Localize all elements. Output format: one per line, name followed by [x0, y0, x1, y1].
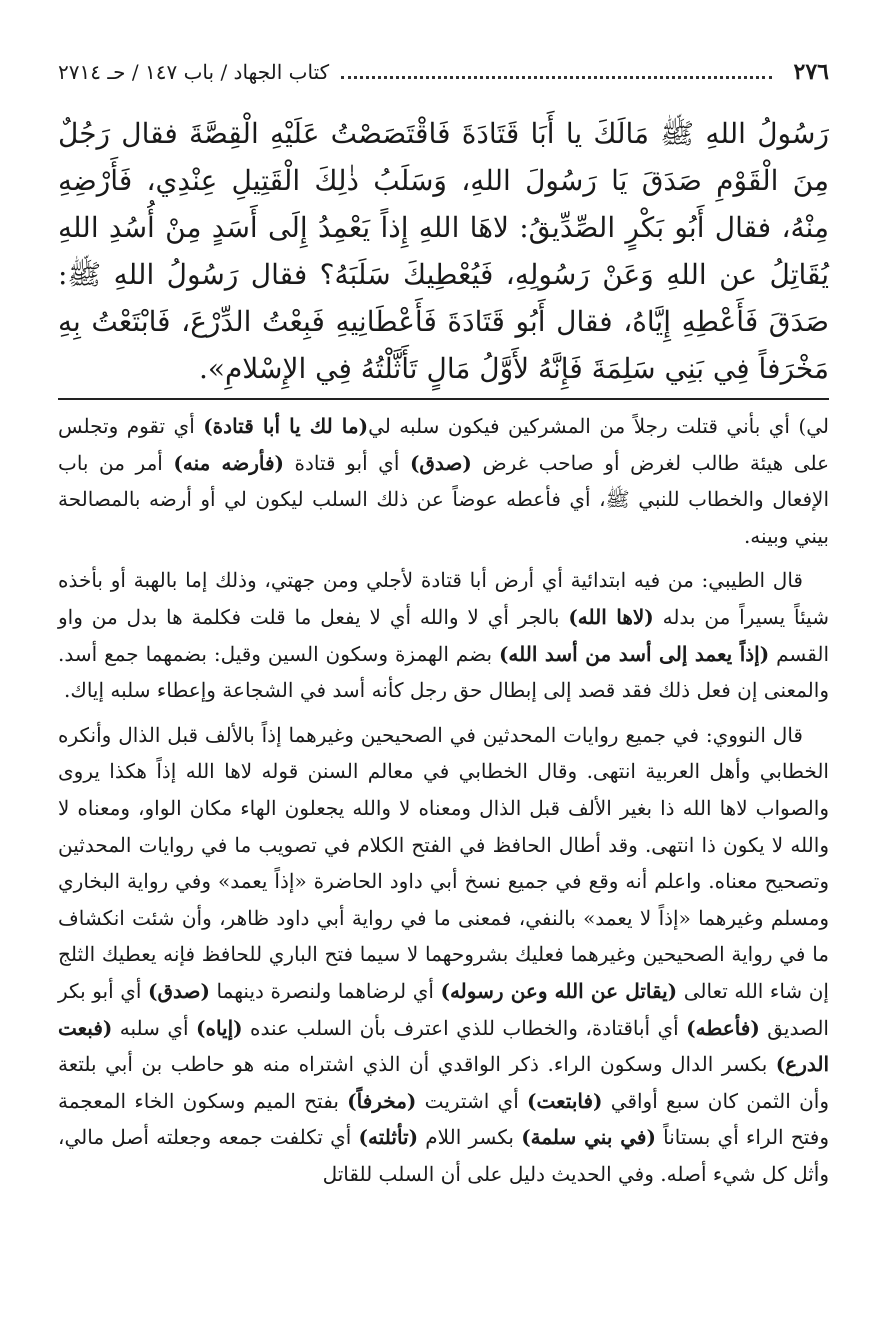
commentary-run: أي تكلفت جمعه وجعلته أصل مالي، وأثل كل شيء أصله. وفي الحديث دليل على أن السلب للقاتل — [58, 1125, 829, 1186]
commentary-paragraph-3 — [58, 717, 829, 1193]
quoted-term: (صدق) — [409, 450, 472, 475]
commentary-run: بكسر الدال وسكون الراء. ذكر الواقدي أن الذي اشتراه منه هو حاطب بن أبي بلتعة وأن الثمن كان سبع أواقي — [58, 1052, 829, 1113]
hadith-text — [58, 110, 829, 392]
commentary-run: أي سلبه — [112, 1015, 196, 1040]
quoted-term: (إياه) — [196, 1015, 243, 1040]
quoted-term: (تأثلته) — [358, 1125, 419, 1150]
commentary — [58, 408, 829, 1200]
commentary-run: بكسر اللام — [418, 1125, 522, 1150]
quoted-term: (لاها الله) — [568, 604, 654, 629]
commentary-run: قال الطيبي: من فيه ابتدائية أي أرض أبا قتادة لأجلي ومن جهتي، وذلك إما بالهبة أو بأخذه شيئاً يسيراً من بدله — [58, 568, 829, 629]
commentary-run: أي أبو قتادة — [283, 450, 410, 475]
quoted-term: (فأرضه منه) — [173, 450, 284, 475]
page-number: ٢٧٦ — [793, 59, 829, 85]
quoted-term: (ما لك يا أبا قتادة) — [203, 414, 369, 438]
footnote-divider — [58, 398, 829, 400]
commentary-run: أي تقوم وتجلس على هيئة طالب لغرض أو صاحب غرض — [58, 414, 830, 475]
commentary-run: أمر من باب الإفعال والخطاب للنبي ﷺ، أي فأعطه عوضاً عن ذلك السلب ليكون لي أو أرضه بالمصالحة بيني وبينه. — [58, 450, 829, 548]
book-page — [58, 0, 829, 1339]
running-header — [58, 52, 829, 92]
quoted-term: (مخرفاً) — [347, 1088, 417, 1113]
commentary-run: أي أبو بكر الصديق — [58, 978, 829, 1040]
quoted-term: (فابتعت) — [527, 1088, 603, 1113]
commentary-run: لي) أي بأني قتلت رجلاً من المشركين فيكون سلبه لي — [368, 414, 829, 438]
commentary-paragraph-2 — [58, 562, 829, 708]
header-dotted-leader — [341, 76, 771, 79]
quoted-term: (إذاً يعمد إلى أسد من أسد الله) — [498, 641, 770, 666]
quoted-term: (فأعطه) — [686, 1015, 760, 1040]
commentary-run: بفتح الميم وسكون الخاء المعجمة وفتح الراء أي بستاناً — [58, 1088, 829, 1150]
commentary-paragraph-1 — [58, 408, 829, 554]
commentary-run: بضم الهمزة وسكون السين وقيل: بضمهما جمع أسد. والمعنى إن فعل ذلك فقد قصد إلى إبطال حق رجل كأنه أسد في الشجاعة وإعطاء سلبه إياك. — [58, 641, 829, 703]
commentary-run: أي اشتريت — [416, 1088, 528, 1113]
commentary-run: أي لرضاهما ولنصرة دينهما — [209, 978, 441, 1003]
commentary-run: أي أباقتادة، والخطاب للذي اعترف بأن السلب عنده — [242, 1015, 687, 1040]
quoted-term: (يقاتل عن الله وعن رسوله) — [440, 978, 678, 1003]
quoted-term: (صدق) — [148, 978, 210, 1003]
commentary-run: قال النووي: في جميع روايات المحدثين في الصحيحين وغيرهما إذاً بالألف قبل الذال وأنكره الخطابي وأهل العربية انتهى. وقال الخطابي في معالم السنن قوله لاها الله إذاً هكذا يروى والصواب لاها الله ذا بغير الألف قبل الذال ومعناه لا والله يجعلون الهاء مكان الواو، ومعناه لا والله لا يكون ذا انتهى. وقد أطال الحافظ في الفتح الكلام في تصويب ما في روايات المحدثين وتصحيح معناه. واعلم أنه وقع في جميع نسخ أبي داود الحاضرة «إذاً يعمد» وفي رواية البخاري ومسلم وغيرهما «إذاً لا يعمد» بالنفي، فمعنى ما في رواية أبي داود ظاهر، وأن شئت انكشاف ما في رواية الصحيحين وغيرهما فعليك بشروحهما لا سيما فتح الباري للحافظ فإنه يعطيك الثلج إن شاء الله تعالى — [58, 722, 829, 1003]
quoted-term: (في بني سلمة) — [521, 1125, 656, 1150]
hadith-paragraph: رَسُولُ اللهِ ﷺ مَالَكَ يا أَبَا قَتَادَةَ فَاقْتَصَصْتُ عَلَيْهِ الْقِصَّةَ فقال رَجُلٌ مِنَ الْقَوْمِ صَدَقَ يَا رَسُولَ اللهِ، وَسَلَبُ ذٰلِكَ الْقَتِيلِ عِنْدِي، فَأَرْضِهِ مِنْهُ، فقال أَبُو بَكْرٍ الصِّدِّيقُ: لاهَا اللهِ إِذاً يَعْمِدُ إِلَى أَسَدٍ مِنْ أُسُدِ اللهِ يُقَاتِلُ عن اللهِ وَعَنْ رَسُولِهِ، فَيُعْطِيكَ سَلَبَهُ؟ فقال رَسُولُ اللهِ ﷺ: صَدَقَ فَأَعْطِهِ إِيَّاهُ، فقال أَبُو قَتَادَةَ فَأَعْطَانِيهِ فَبِعْتُ الدِّرْعَ، فَابْتَعْتُ بِهِ مَخْرَفاً فِي بَنِي سَلِمَةَ فَإِنَّهُ لأَوَّلُ مَالٍ تَأَثَّلْتُهُ فِي الإِسْلامِ». — [58, 117, 830, 385]
quoted-term: (فبعت الدرع) — [58, 1015, 829, 1077]
commentary-run: بالجر أي لا والله أي لا يفعل ما قلت فكلمة ها بدل من واو القسم — [58, 604, 830, 666]
running-title: كتاب الجهاد / باب ١٤٧ / حـ ٢٧١٤ — [58, 60, 330, 84]
